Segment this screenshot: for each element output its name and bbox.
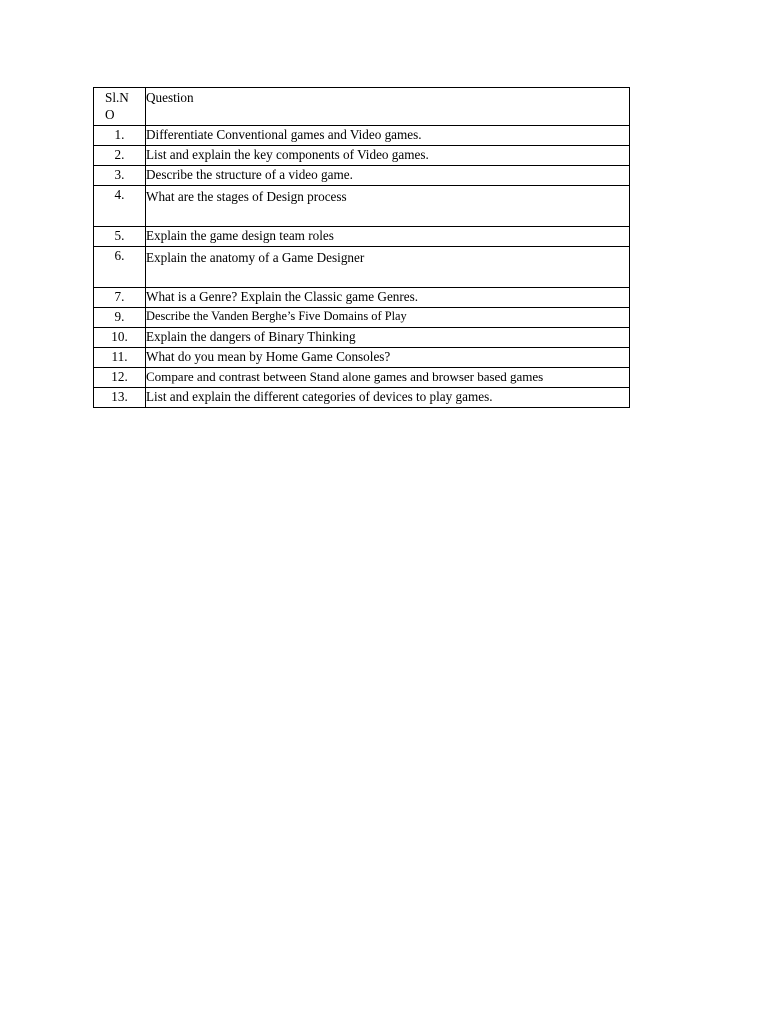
row-question: Explain the dangers of Binary Thinking xyxy=(146,328,630,348)
row-number: 10. xyxy=(94,328,146,348)
row-number: 4. xyxy=(94,186,146,227)
header-slno-text: Sl.N O xyxy=(105,90,129,122)
row-question: What is a Genre? Explain the Classic game Genres. xyxy=(146,288,630,308)
row-question: Describe the Vanden Berghe’s Five Domains of Play xyxy=(146,308,630,328)
table-row xyxy=(94,348,630,368)
row-number: 6. xyxy=(94,247,146,288)
table-row xyxy=(94,288,630,308)
table-header-row xyxy=(94,88,630,126)
row-number: 3. xyxy=(94,166,146,186)
row-question: Explain the anatomy of a Game Designer xyxy=(146,247,630,288)
row-question: What are the stages of Design process xyxy=(146,186,630,227)
row-number: 9. xyxy=(94,308,146,328)
row-question: Differentiate Conventional games and Video games. xyxy=(146,126,630,146)
row-question: List and explain the key components of Video games. xyxy=(146,146,630,166)
table-row xyxy=(94,126,630,146)
table-row xyxy=(94,146,630,166)
table-row xyxy=(94,186,630,227)
header-question: Question xyxy=(146,88,630,126)
table-row xyxy=(94,166,630,186)
row-number: 1. xyxy=(94,126,146,146)
row-number: 12. xyxy=(94,368,146,388)
row-number: 5. xyxy=(94,227,146,247)
question-table xyxy=(93,87,630,408)
table-row xyxy=(94,308,630,328)
header-slno xyxy=(94,88,146,126)
row-number: 11. xyxy=(94,348,146,368)
row-question: Describe the structure of a video game. xyxy=(146,166,630,186)
row-number: 7. xyxy=(94,288,146,308)
table-row xyxy=(94,328,630,348)
row-question: Compare and contrast between Stand alone games and browser based games xyxy=(146,368,630,388)
table-row xyxy=(94,368,630,388)
row-number: 13. xyxy=(94,388,146,408)
row-question: List and explain the different categories of devices to play games. xyxy=(146,388,630,408)
row-number: 2. xyxy=(94,146,146,166)
table-row xyxy=(94,247,630,288)
table-row xyxy=(94,227,630,247)
row-question: What do you mean by Home Game Consoles? xyxy=(146,348,630,368)
table-row xyxy=(94,388,630,408)
row-question: Explain the game design team roles xyxy=(146,227,630,247)
